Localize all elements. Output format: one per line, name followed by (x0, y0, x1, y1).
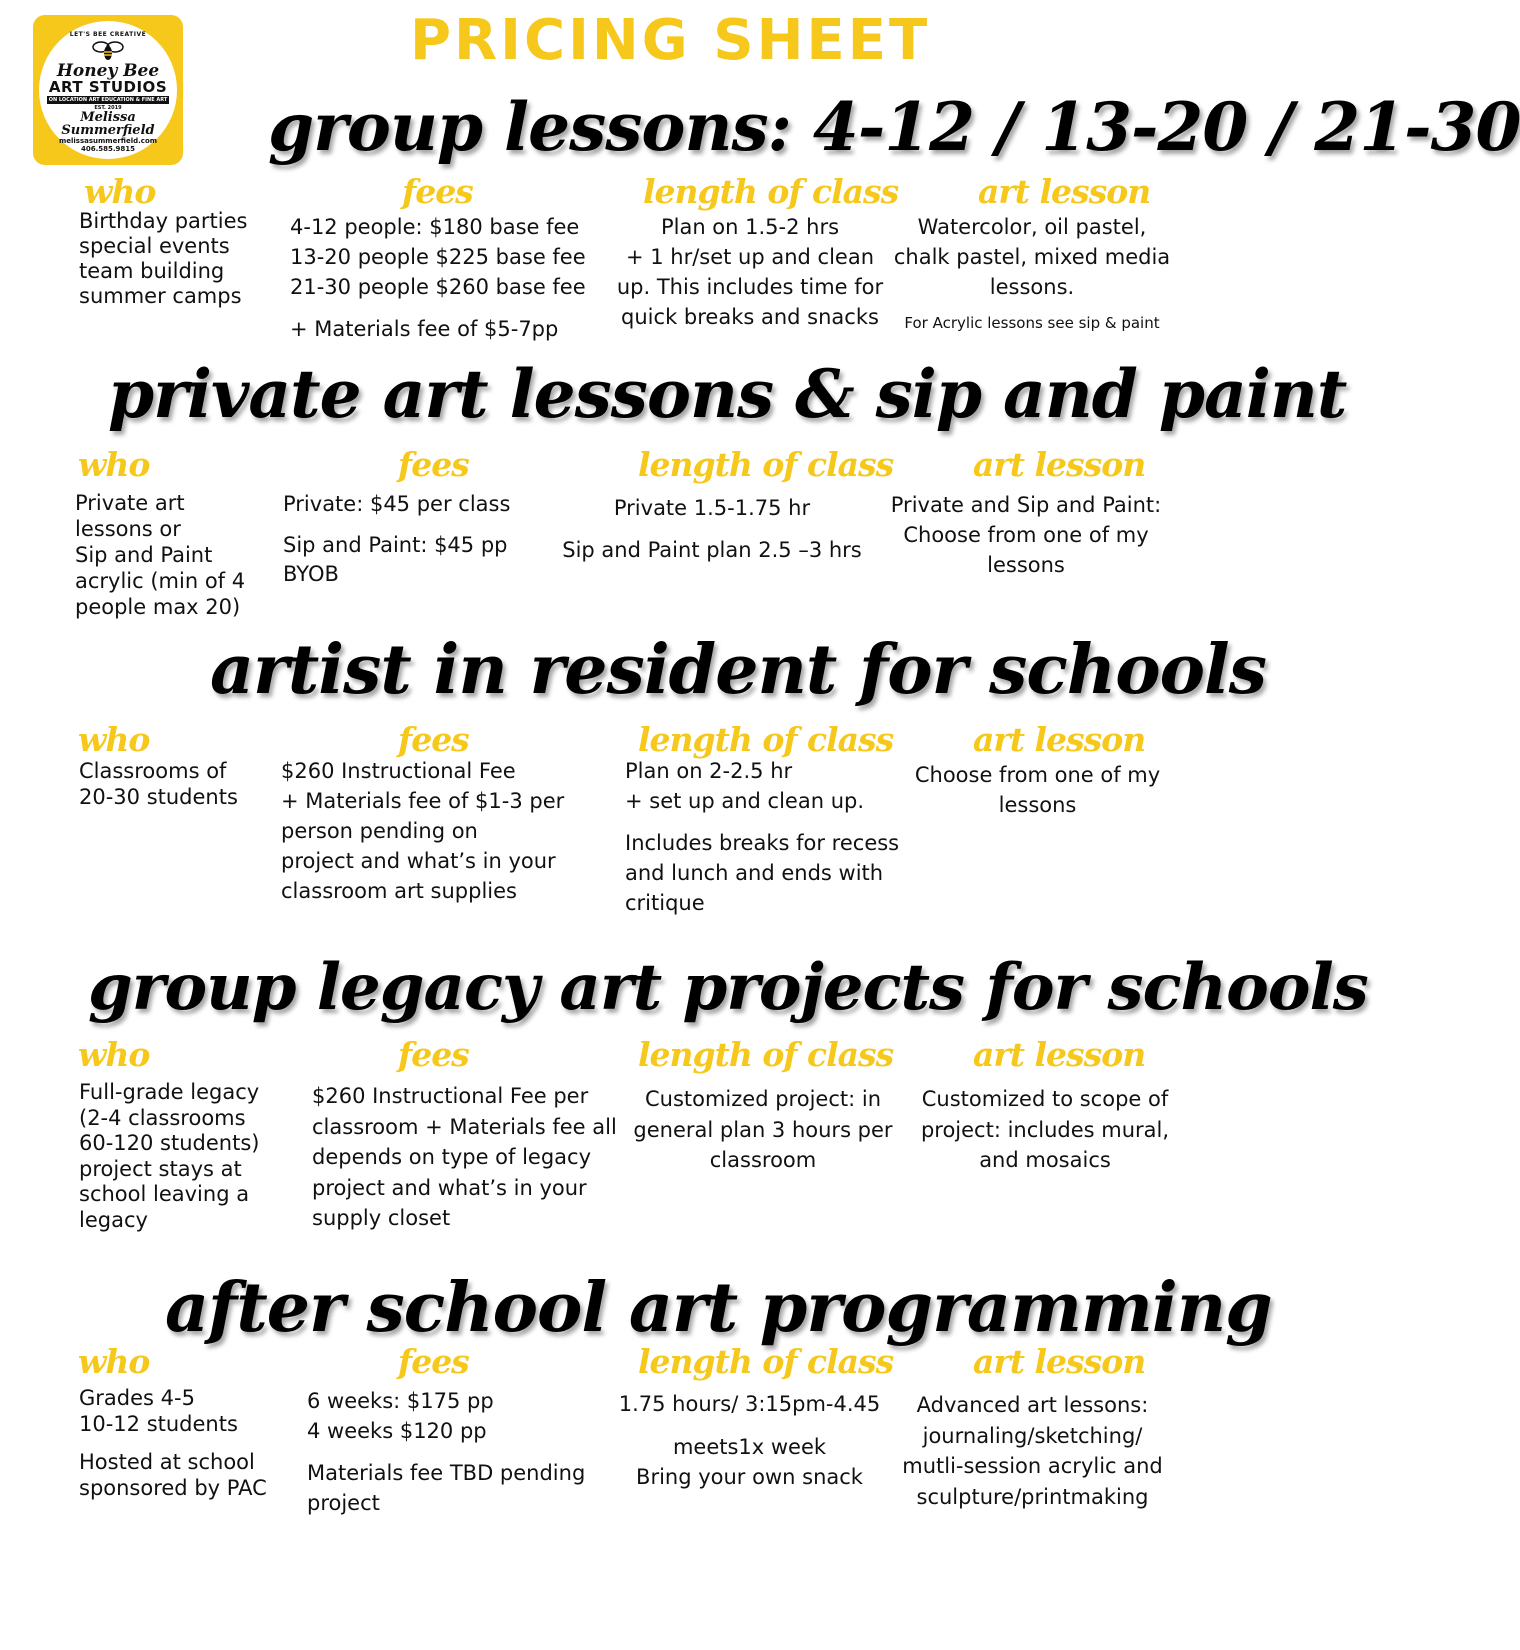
fees-text: 6 weeks: $175 pp 4 weeks $120 pp Materials fee TBD pending project (307, 1389, 586, 1515)
who-text: Private art lessons or Sip and Paint acrylic (min of 4 people max 20) (75, 491, 246, 619)
who-text: Birthday parties special events team building summer camps (79, 209, 248, 308)
length-text: Plan on 2-2.5 hr + set up and clean up. Includes breaks for recess and lunch and ends with critique (625, 759, 900, 915)
who-text: Full-grade legacy (2-4 classrooms 60-120 students) project stays at school leaving a legacy (79, 1080, 260, 1232)
art-lesson-label: art lesson (978, 172, 1151, 211)
fees-label: fees (398, 1342, 469, 1381)
length-label: length of class (638, 1342, 894, 1381)
logo-phone: 406.585.9815 (80, 145, 136, 153)
art-lesson-text: Private and Sip and Paint: Choose from one of my lessons (890, 493, 1162, 577)
fees-text: Private: $45 per class Sip and Paint: $45 pp BYOB (283, 492, 511, 586)
who-text: Grades 4-5 10-12 students Hosted at school sponsored by PAC (79, 1386, 267, 1500)
section-heading-group-legacy: group legacy art projects for schools (88, 950, 1368, 1025)
logo-established: EST. 2019 (94, 105, 122, 111)
art-lesson-label: art lesson (973, 720, 1146, 759)
section-heading-private-lessons: private art lessons & sip and paint (108, 355, 1347, 433)
logo-url: melissasummerfield.com (58, 137, 158, 145)
art-lesson-label: art lesson (973, 1035, 1146, 1074)
logo-studio: ART STUDIOS (48, 78, 168, 96)
who-label: who (78, 445, 150, 484)
length-text: Plan on 1.5-2 hrs + 1 hr/set up and clean up. This includes time for quick breaks and snacks (616, 215, 884, 329)
length-label: length of class (638, 720, 894, 759)
length-text: 1.75 hours/ 3:15pm-4.45 meets1x week Bring your own snack (618, 1392, 881, 1489)
who-label: who (78, 1035, 150, 1074)
logo-name: Melissa Summerfield (61, 110, 155, 138)
art-lesson-text: Choose from one of my lessons (914, 763, 1161, 817)
fees-text: $260 Instructional Fee + Materials fee of $1-3 per person pending on project and what’s in your classroom art supplies (281, 759, 565, 903)
fees-text: $260 Instructional Fee per classroom + Materials fee all depends on type of legacy project and what’s in your supply closet (312, 1084, 617, 1230)
section-heading-artist-in-resident: artist in resident for schools (210, 630, 1267, 710)
fees-label: fees (402, 172, 473, 211)
fees-label: fees (398, 1035, 469, 1074)
length-text: Customized project: in general plan 3 hours per classroom (633, 1087, 893, 1172)
art-lesson-label: art lesson (973, 445, 1146, 484)
who-text: Classrooms of 20-30 students (79, 759, 238, 809)
art-lesson-text: Watercolor, oil pastel, chalk pastel, mixed media lessons. For Acrylic lessons see sip & paint (893, 215, 1171, 332)
art-lesson-text: Advanced art lessons: journaling/sketching/ mutli-session acrylic and sculpture/printmaking (902, 1393, 1163, 1509)
who-label: who (84, 172, 156, 211)
fees-text: 4-12 people: $180 base fee 13-20 people $225 base fee 21-30 people $260 base fee + Materials fee of $5-7pp (290, 215, 586, 341)
length-label: length of class (638, 445, 894, 484)
logo-tagline: LET'S BEE CREATIVE (69, 31, 147, 38)
art-lesson-label: art lesson (973, 1342, 1146, 1381)
honey-bee-logo (33, 15, 183, 165)
logo-script: Honey Bee (56, 61, 160, 81)
page-title: PRICING SHEET (410, 8, 931, 73)
section-heading-after-school: after school art programming (165, 1268, 1272, 1348)
art-lesson-text: Customized to scope of project: includes mural, and mosaics (920, 1087, 1170, 1172)
fees-label: fees (398, 720, 469, 759)
who-label: who (78, 720, 150, 759)
logo-badge (39, 21, 177, 159)
logo-band: ON LOCATION ART EDUCATION & FINE ART (48, 97, 168, 103)
who-label: who (78, 1342, 150, 1381)
length-text: Private 1.5-1.75 hr Sip and Paint plan 2.5 –3 hrs (562, 496, 862, 562)
section-heading-group-lessons: group lessons: 4-12 / 13-20 / 21-30 (268, 88, 1520, 166)
fees-label: fees (398, 445, 469, 484)
length-label: length of class (643, 172, 899, 211)
length-label: length of class (638, 1035, 894, 1074)
